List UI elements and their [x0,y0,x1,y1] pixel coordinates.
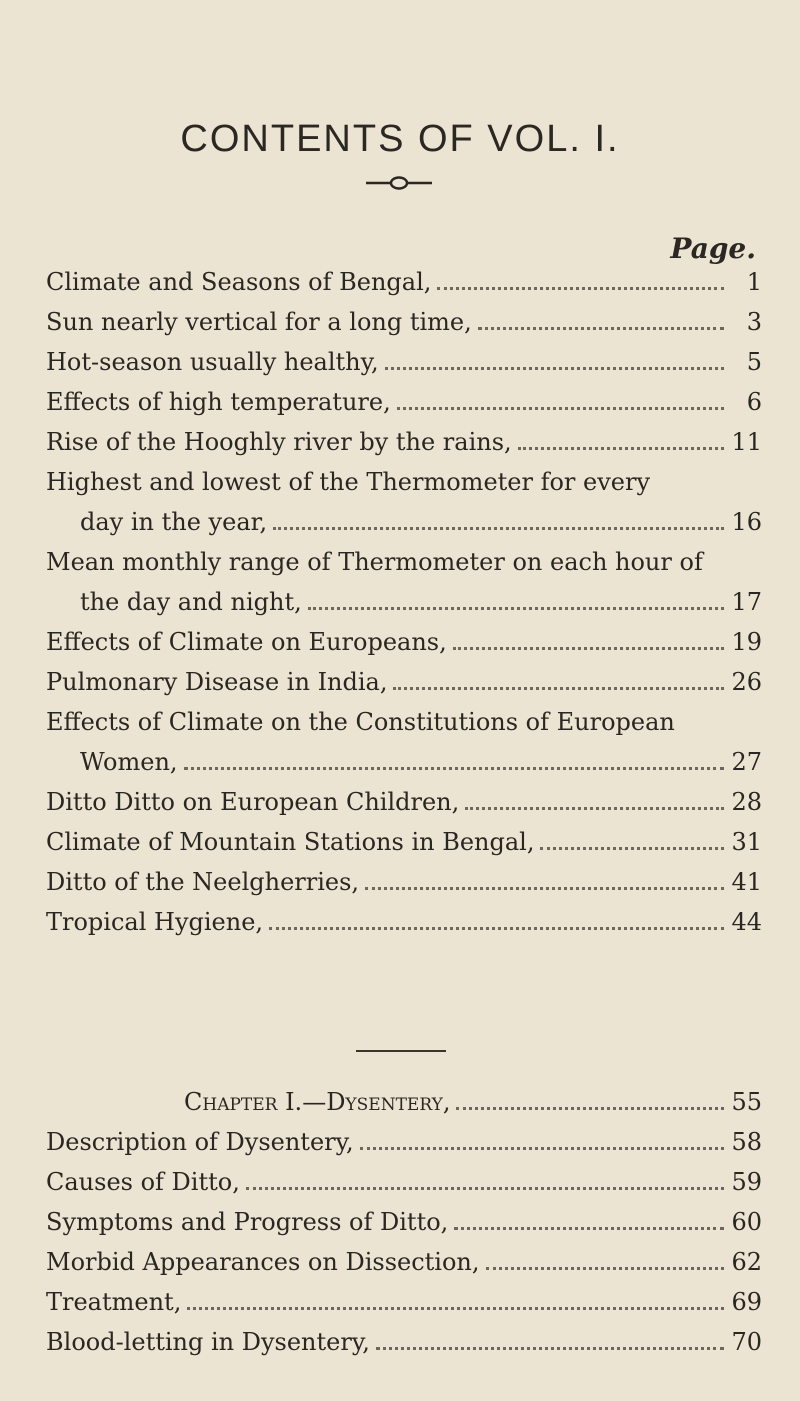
dash-ornament [364,173,434,193]
entry-label: Hot-season usually healthy, [46,348,379,376]
toc-entry [46,342,762,382]
dot-leader [393,687,724,690]
toc-entry [46,902,762,942]
dot-leader [453,647,724,650]
dot-leader [376,1347,724,1350]
entry-page: 16 [731,508,762,536]
entry-label: Blood-letting in Dysentery, [46,1328,370,1356]
entry-label: day in the year, [80,508,268,536]
toc-entry [46,782,762,822]
page-column-heading: Page. [670,232,756,265]
toc-entry-continued [46,582,762,622]
toc-entry-continued [46,742,762,782]
toc-entry [46,462,762,502]
dot-leader [456,1107,724,1110]
entry-page: 60 [731,1208,762,1236]
entry-page: 5 [746,348,762,376]
entry-page: 70 [731,1328,762,1356]
toc-entry [46,1322,762,1362]
toc-entry [46,542,762,582]
entry-page: 58 [731,1128,762,1156]
page-title: CONTENTS OF VOL. I. [180,118,620,160]
toc-entry [46,1122,762,1162]
entry-page: 44 [731,908,762,936]
entry-label: Tropical Hygiene, [46,908,264,936]
entry-label: Women, [80,748,178,776]
entry-page: 27 [731,748,762,776]
dot-leader [518,447,724,450]
entry-label: Pulmonary Disease in India, [46,668,388,696]
toc-entry [46,422,762,462]
entry-label: Ditto of the Neelgherries, [46,868,360,896]
entry-page: 19 [731,628,762,656]
dot-leader [269,927,724,930]
entry-page: 31 [731,828,762,856]
entry-label: the day and night, [80,588,302,616]
dot-leader [246,1187,724,1190]
toc-entry-continued [46,502,762,542]
dot-leader [273,527,724,530]
entry-page: 17 [731,588,762,616]
entry-label: Treatment, [46,1288,182,1316]
entry-page: 6 [746,388,762,416]
chapter-heading [46,1082,762,1122]
toc-entry [46,662,762,702]
entry-page: 1 [746,268,762,296]
entry-label: Highest and lowest of the Thermometer for every [46,468,651,496]
dot-leader [184,767,724,770]
toc-entry [46,1162,762,1202]
dot-leader [465,807,724,810]
entry-label: Sun nearly vertical for a long time, [46,308,472,336]
entry-page: 26 [731,668,762,696]
dot-leader [385,367,724,370]
dot-leader [397,407,724,410]
toc-entry [46,1282,762,1322]
dot-leader [486,1267,724,1270]
dot-leader [437,287,724,290]
dot-leader [360,1147,724,1150]
entry-label: Climate and Seasons of Bengal, [46,268,432,296]
dot-leader [478,327,724,330]
toc-entry [46,262,762,302]
entry-label: Morbid Appearances on Dissection, [46,1248,480,1276]
entry-label: Effects of Climate on Europeans, [46,628,447,656]
entry-page: 41 [731,868,762,896]
chapter-label: Chapter I.—Dysentery, [184,1088,451,1116]
toc-entry [46,1242,762,1282]
entry-label: Climate of Mountain Stations in Bengal, [46,828,535,856]
dot-leader [187,1307,724,1310]
entry-label: Effects of Climate on the Constitutions of European [46,708,675,736]
entry-page: 28 [731,788,762,816]
chapter-page: 55 [731,1088,762,1116]
entry-page: 62 [731,1248,762,1276]
toc-entry [46,382,762,422]
toc-entry [46,622,762,662]
entry-label: Rise of the Hooghly river by the rains, [46,428,512,456]
toc-entry [46,822,762,862]
entry-label: Causes of Ditto, [46,1168,240,1196]
dot-leader [308,607,724,610]
toc-entry [46,702,762,742]
entry-page: 59 [731,1168,762,1196]
dot-leader [540,847,724,850]
toc-entry [46,1202,762,1242]
entry-label: Ditto Ditto on European Children, [46,788,460,816]
toc-entry [46,862,762,902]
entry-page: 69 [731,1288,762,1316]
entry-label: Description of Dysentery, [46,1128,354,1156]
entry-label: Mean monthly range of Thermometer on each hour of [46,548,703,576]
entry-page: 3 [746,308,762,336]
entry-label: Effects of high temperature, [46,388,391,416]
toc-entry [46,302,762,342]
section-divider [356,1050,446,1052]
dot-leader [365,887,724,890]
dot-leader [454,1227,724,1230]
entry-label: Symptoms and Progress of Ditto, [46,1208,449,1236]
entry-page: 11 [731,428,762,456]
